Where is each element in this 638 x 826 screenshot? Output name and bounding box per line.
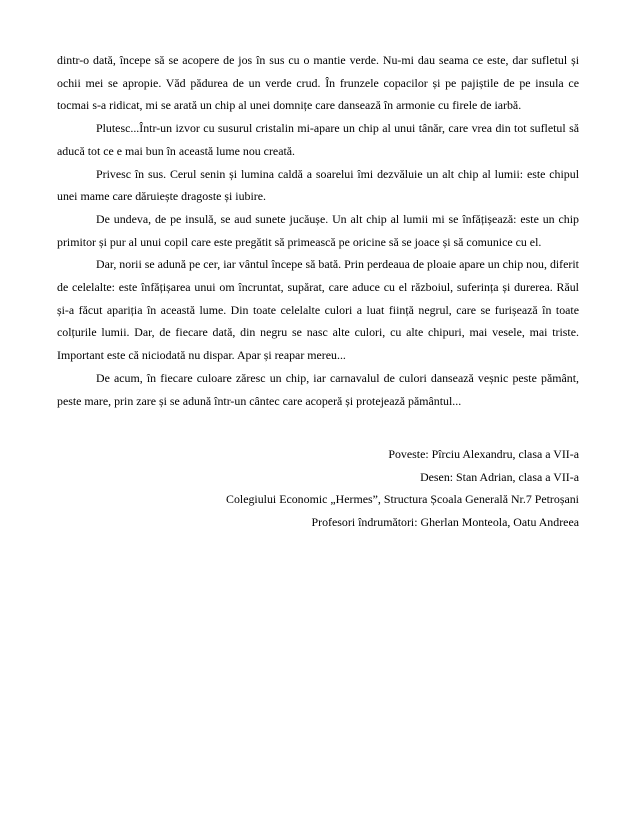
credits-block xyxy=(57,443,579,534)
story-body xyxy=(57,49,579,412)
credit-teachers: Profesori îndrumători: Gherlan Monteola, Oatu Andreea xyxy=(311,515,579,530)
credit-school: Colegiului Economic „Hermes”, Structura Școala Generală Nr.7 Petroșani xyxy=(226,492,579,507)
story-paragraph-4: De undeva, de pe insulă, se aud sunete jucăușe. Un alt chip al lumii mi se înfățișează: este un chip primitor și pur al unui copil care este pregătit să primească pe oricine să se joace și să comunice cu el. xyxy=(57,211,579,249)
story-paragraph-5: Dar, norii se adună pe cer, iar vântul începe să bată. Prin perdeaua de ploaie apare un chip nou, diferit de celelalte: este înfățișarea unui om încruntat, supărat, care aduce cu el războiul, suferința și durerea. Răul și-a făcut apariția în această lume. Din toate celelalte culori a luat ființă negrul, care se furișează în toate colțurile lumii. Dar, de fiecare dată, din negru se nasc alte culori, cu alte chipuri, mai vesele, mai triste. Important este că niciodată nu dispar. Apar și reapar mereu... xyxy=(57,257,579,363)
credit-drawing: Desen: Stan Adrian, clasa a VII-a xyxy=(420,469,579,484)
story-paragraph-6: De acum, în fiecare culoare zăresc un chip, iar carnavalul de culori dansează veșnic peste pământ, peste mare, prin zare și se adună într-un cântec care acoperă și protejează pământul... xyxy=(57,370,579,408)
story-paragraph-2: Plutesc...Într-un izvor cu susurul cristalin mi-apare un chip al unui tânăr, care vrea din tot sufletul să aducă tot ce e mai bun în această lume nou creată. xyxy=(57,121,579,158)
story-paragraph-1: dintr-o dată, începe să se acopere de jos în sus cu o mantie verde. Nu-mi dau seama ce este, dar sufletul și ochii mei se apropie. Văd pădurea de un verde crud. În frunzele copacilor și pe pajiștile de pe insula ce tocmai s-a ridicat, mi se arată un chip al unei domnițe care dansează în armonie cu firele de iarbă. xyxy=(57,53,579,113)
credit-story: Poveste: Pîrciu Alexandru, clasa a VII-a xyxy=(388,447,579,461)
story-paragraph-3: Privesc în sus. Cerul senin și lumina caldă a soarelui îmi dezvăluie un alt chip al lumii: este chipul unei mame care dăruiește dragoste și iubire. xyxy=(57,166,579,204)
